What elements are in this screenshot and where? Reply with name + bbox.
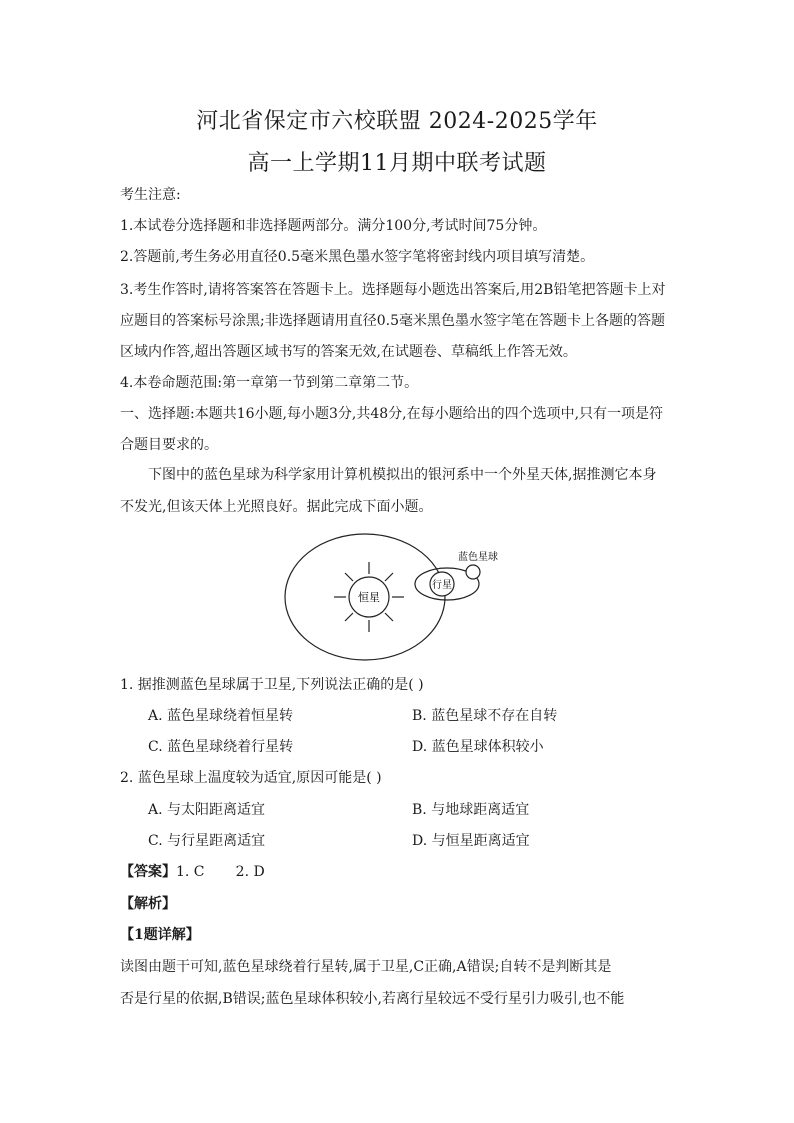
title-line-2: 高一上学期11月期中联考试题 [247,151,547,176]
q2-option-d: D. 与恒星距离适宜 [412,833,530,849]
intro-line1: 下图中的蓝色星球为科学家用计算机模拟出的银河系中一个外星天体,据推测它本身 [148,467,657,483]
q1-stem: 1. 据推测蓝色星球属于卫星,下列说法正确的是( ) [120,677,424,693]
notice-item-3: 3.考生作答时,请将答案答在答题卡上。选择题每小题选出答案后,用2B铅笔把答题卡上对 [120,282,666,298]
q1-option-b: B. 蓝色星球不存在自转 [412,708,558,724]
answer-line [120,863,680,881]
notice-item-4: 4.本卷命题范围:第一章第一节到第二章第二节。 [120,375,419,391]
blue-planet-label: 蓝色星球 [458,552,498,563]
notice-item-3-cont: 应题目的答案标号涂黑;非选择题请用直径0.5毫米黑色墨水签字笔在答题卡上各题的答题 [120,313,665,329]
detail-label: 【1题详解】 [120,927,200,943]
intro-line2: 不发光,但该天体上光照良好。据此完成下面小题。 [120,499,433,515]
section-heading-line1: 一、选择题:本题共16小题,每小题3分,共48分,在每小题给出的四个选项中,只有一项是符 [120,406,664,422]
star-label: 恒星 [358,591,380,604]
notice-item-2: 2.答题前,考生务必用直径0.5毫米黑色墨水签字笔将密封线内项目填写清楚。 [120,249,595,265]
explanation-line1: 读图由题干可知,蓝色星球绕着行星转,属于卫星,C正确,A错误;自转不是判断其是 [120,959,612,975]
q1-option-a: A. 蓝色星球绕着恒星转 [148,708,294,724]
orbit-diagram [280,532,520,672]
answer-label: 【答案】 [120,864,176,880]
answer-value: 1. C 2. D [176,864,265,880]
notice-item-3-cont2: 区域内作答,超出答题区域书写的答案无效,在试题卷、草稿纸上作答无效。 [120,344,577,360]
title-line-1: 河北省保定市六校联盟 2024-2025学年 [196,109,598,134]
planet-label: 行星 [432,580,452,591]
section-heading-line2: 合题目要求的。 [120,437,218,453]
analysis-label: 【解析】 [120,896,176,912]
explanation-line2: 否是行星的依据,B错误;蓝色星球体积较小,若离行星较远不受行星引力吸引,也不能 [120,991,625,1007]
q2-option-b: B. 与地球距离适宜 [412,802,530,818]
q2-stem: 2. 蓝色星球上温度较为适宜,原因可能是( ) [120,770,382,786]
q2-option-a: A. 与太阳距离适宜 [148,802,266,818]
notice-item-1: 1.本试卷分选择题和非选择题两部分。满分100分,考试时间75分钟。 [120,218,547,234]
q1-option-d: D. 蓝色星球体积较小 [412,739,544,755]
blue-planet-circle [466,565,480,579]
q1-option-c: C. 蓝色星球绕着行星转 [148,739,294,755]
notice-heading: 考生注意: [120,187,181,203]
q2-option-c: C. 与行星距离适宜 [148,833,266,849]
